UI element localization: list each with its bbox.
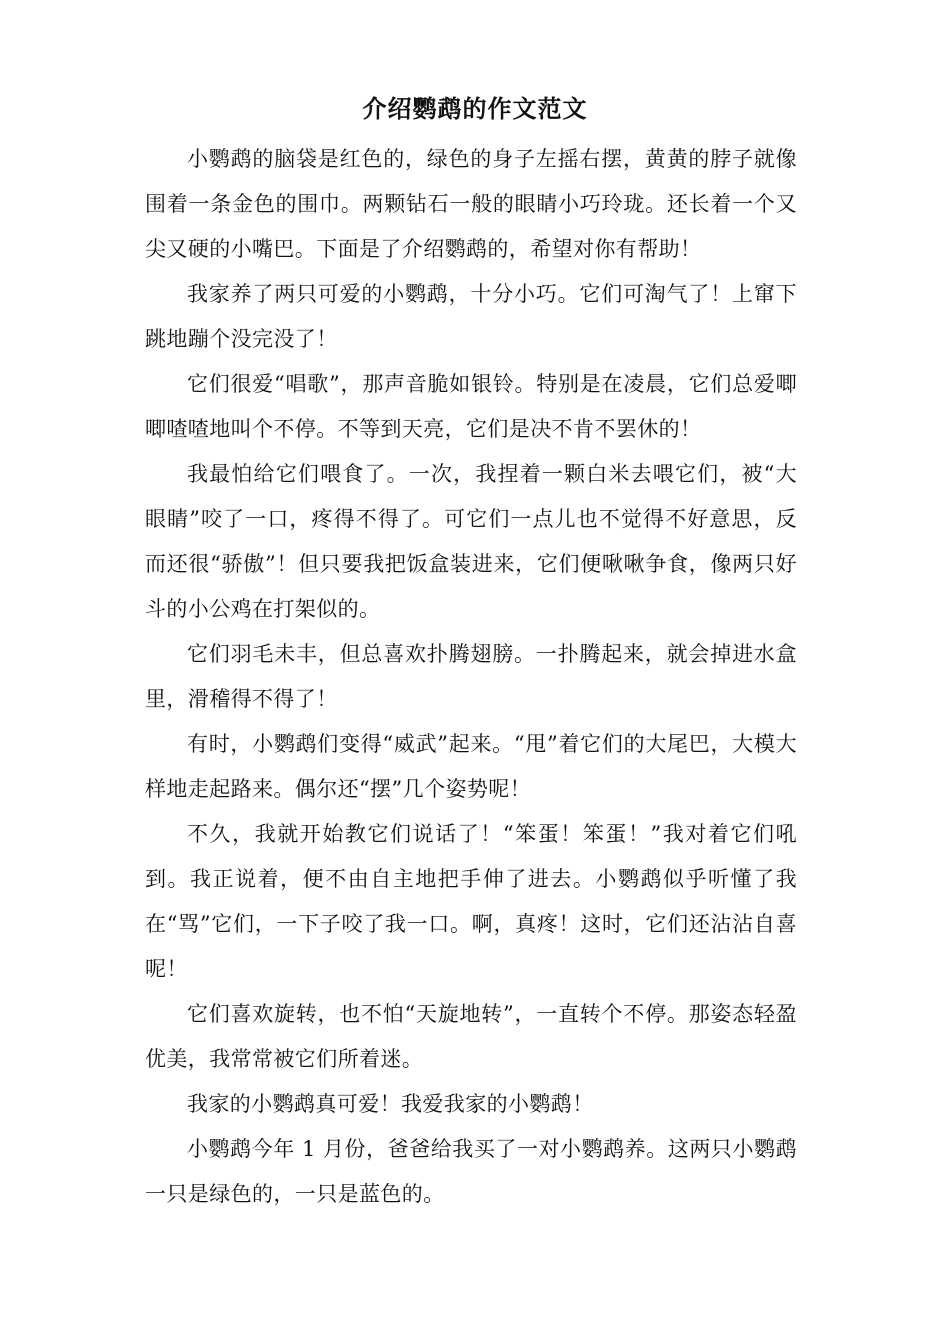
document-title: 介绍鹦鹉的作文范文	[362, 94, 588, 123]
paragraph-7: 不久，我就开始教它们说话了！“笨蛋！笨蛋！”我对着它们吼到。我正说着，便不由自主地把手伸了进去。小鹦鹉似乎听懂了我在“骂”它们，一下子咬了我一口。啊，真疼！这时，它们还沾沾自喜呢！	[145, 822, 797, 981]
paragraph-4: 我最怕给它们喂食了。一次，我捏着一颗白米去喂它们，被“大眼睛”咬了一口，疼得不得了。可它们一点儿也不觉得不好意思，反而还很“骄傲”！但只要我把饭盒装进来，它们便啾啾争食，像两只好斗的小公鸡在打架似的。	[145, 462, 797, 621]
paragraph-8: 它们喜欢旋转，也不怕“天旋地转”，一直转个不停。那姿态轻盈优美，我常常被它们所着迷。	[145, 1002, 797, 1071]
document-body	[145, 137, 797, 1217]
paragraph-10: 小鹦鹉今年 1 月份，爸爸给我买了一对小鹦鹉养。这两只小鹦鹉一只是绿色的，一只是蓝色的。	[145, 1137, 797, 1206]
paragraph-6: 有时，小鹦鹉们变得“威武”起来。“甩”着它们的大尾巴，大模大样地走起路来。偶尔还“摆”几个姿势呢！	[145, 732, 797, 801]
paragraph-3: 它们很爱“唱歌”，那声音脆如银铃。特别是在凌晨，它们总爱唧唧喳喳地叫个不停。不等到天亮，它们是决不肯不罢休的！	[145, 372, 797, 441]
paragraph-5: 它们羽毛未丰，但总喜欢扑腾翅膀。一扑腾起来，就会掉进水盒里，滑稽得不得了！	[145, 642, 797, 711]
paragraph-9: 我家的小鹦鹉真可爱！我爱我家的小鹦鹉！	[187, 1092, 594, 1116]
paragraph-2: 我家养了两只可爱的小鹦鹉，十分小巧。它们可淘气了！上窜下跳地蹦个没完没了！	[145, 282, 797, 351]
paragraph-1: 小鹦鹉的脑袋是红色的，绿色的身子左摇右摆，黄黄的脖子就像围着一条金色的围巾。两颗钻石一般的眼睛小巧玲珑。还长着一个又尖又硬的小嘴巴。下面是了介绍鹦鹉的，希望对你有帮助！	[145, 147, 797, 261]
